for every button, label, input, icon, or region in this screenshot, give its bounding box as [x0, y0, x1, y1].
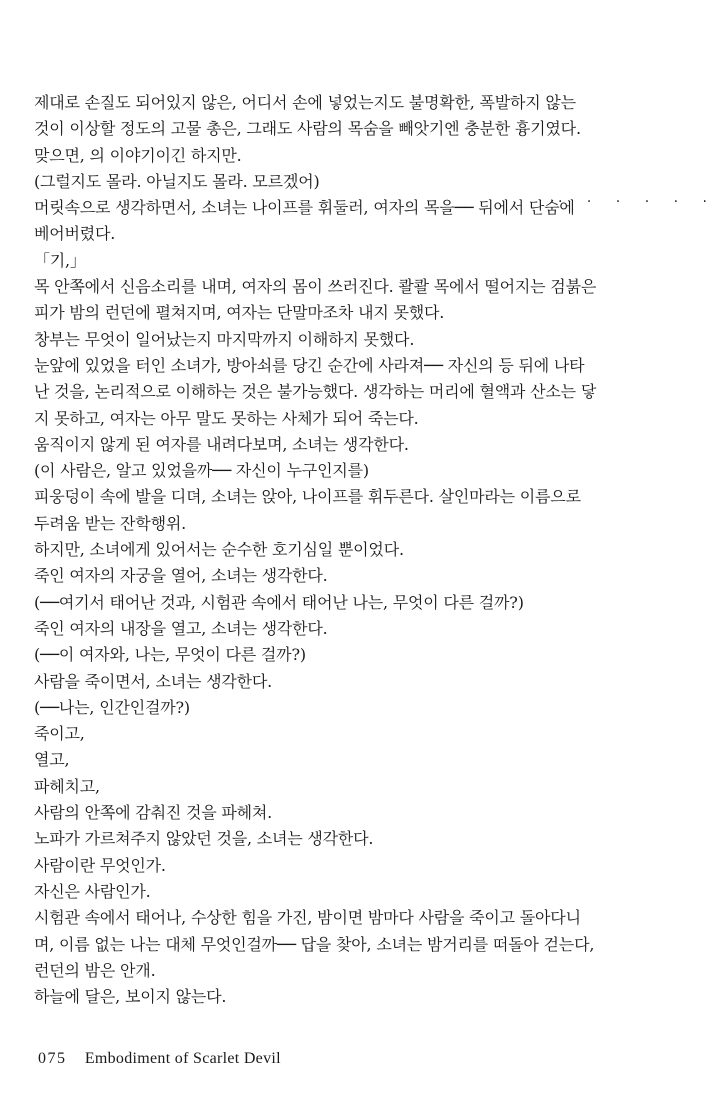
- text-line: 목 안쪽에서 신음소리를 내며, 여자의 몸이 쓰러진다. 콸콸 목에서 떨어지는 검붉은: [34, 277, 597, 297]
- text-line: 며, 이름 없는 나는 대체 무엇인걸까── 답을 찾아, 소녀는 밤거리를 떠돌아 걷는다,: [34, 934, 595, 954]
- text-line: 제대로 손질도 되어있지 않은, 어디서 손에 넣었는지도 불명확한, 폭발하지 않는: [34, 93, 576, 112]
- text-line: (이 사람은, 알고 있었을까── 자신이 누구인지를): [34, 461, 369, 481]
- text-line: 죽인 여자의 내장을 열고, 소녀는 생각한다.: [34, 618, 328, 638]
- text-line: 피가 밤의 런던에 펼쳐지며, 여자는 단말마조차 내지 못했다.: [34, 303, 445, 323]
- text-line: (──이 여자와, 나는, 무엇이 다른 걸까?): [34, 645, 306, 665]
- text-line: 죽이고,: [34, 724, 85, 744]
- text-line: 열고,: [34, 750, 70, 770]
- text-line: 하늘에 달은, 보이지 않는다.: [34, 987, 227, 1007]
- book-title: Embodiment of Scarlet Devil: [84, 1050, 281, 1067]
- text-line: 하지만, 소녀에게 있어서는 순수한 호기심일 뿐이었다.: [34, 540, 404, 560]
- text-line: 사람을 죽이면서, 소녀는 생각한다.: [34, 671, 273, 691]
- text-line: 피웅덩이 속에 발을 디뎌, 소녀는 앉아, 나이프를 휘두른다. 살인마라는 이름으로: [34, 487, 581, 507]
- text-line: 파헤치고,: [34, 776, 100, 796]
- text-line: 사람이란 무엇인가.: [34, 855, 166, 875]
- page-footer: [38, 1050, 281, 1068]
- body-text: [34, 90, 717, 1010]
- text-line: 난 것을, 논리적으로 이해하는 것은 불가능했다. 생각하는 머리에 혈액과 산소는 닿: [34, 382, 597, 402]
- page-number: 075: [38, 1050, 67, 1067]
- text-line: 두려움 받는 잔학행위.: [34, 513, 186, 533]
- text-line: (그럴지도 몰라. 아닐지도 몰라. 모르겠어): [34, 171, 320, 191]
- text-line: 자신은 사람인가.: [34, 881, 151, 901]
- text-line: 맞으면, 의 이야기이긴 하지만.: [34, 145, 242, 165]
- text-line: (──여기서 태어난 것과, 시험관 속에서 태어난 나는, 무엇이 다른 걸까?): [34, 592, 524, 612]
- text-line: 움직이지 않게 된 여자를 내려다보며, 소녀는 생각한다.: [34, 434, 409, 454]
- text-line: 「기,」: [34, 250, 86, 270]
- text-line: 베어버렸다.: [34, 224, 116, 244]
- text-line: [34, 194, 717, 221]
- text-line: 사람의 안쪽에 감춰진 것을 파헤쳐.: [34, 803, 273, 823]
- text-line: (──나는, 인간인걸까?): [34, 697, 190, 717]
- text-line: 것이 이상할 정도의 고물 총은, 그래도 사람의 목숨을 빼앗기엔 충분한 흉기였다.: [34, 119, 581, 139]
- text-line: 눈앞에 있었을 터인 소녀가, 방아쇠를 당긴 순간에 사라져── 자신의 등 뒤에 나타: [34, 355, 585, 375]
- text-line: 지 못하고, 여자는 아무 말도 못하는 사체가 되어 죽는다.: [34, 408, 419, 428]
- text-line: 런던의 밤은 안개.: [34, 960, 156, 980]
- text-line: 창부는 무엇이 일어났는지 마지막까지 이해하지 못했다.: [34, 329, 415, 349]
- text-line: 노파가 가르쳐주지 않았던 것을, 소녀는 생각한다.: [34, 829, 374, 849]
- text-line: 죽인 여자의 자궁을 열어, 소녀는 생각한다.: [34, 566, 328, 586]
- text-line: 시험관 속에서 태어나, 수상한 힘을 가진, 밤이면 밤마다 사람을 죽이고 돌아다니: [34, 908, 581, 928]
- text-line-content: 머릿속으로 생각하면서, 소녀는 나이프를 휘둘러, 여자의 목을── 뒤에서 단숨에: [34, 198, 575, 218]
- emphasis-dots: · · · · · ·: [558, 194, 717, 211]
